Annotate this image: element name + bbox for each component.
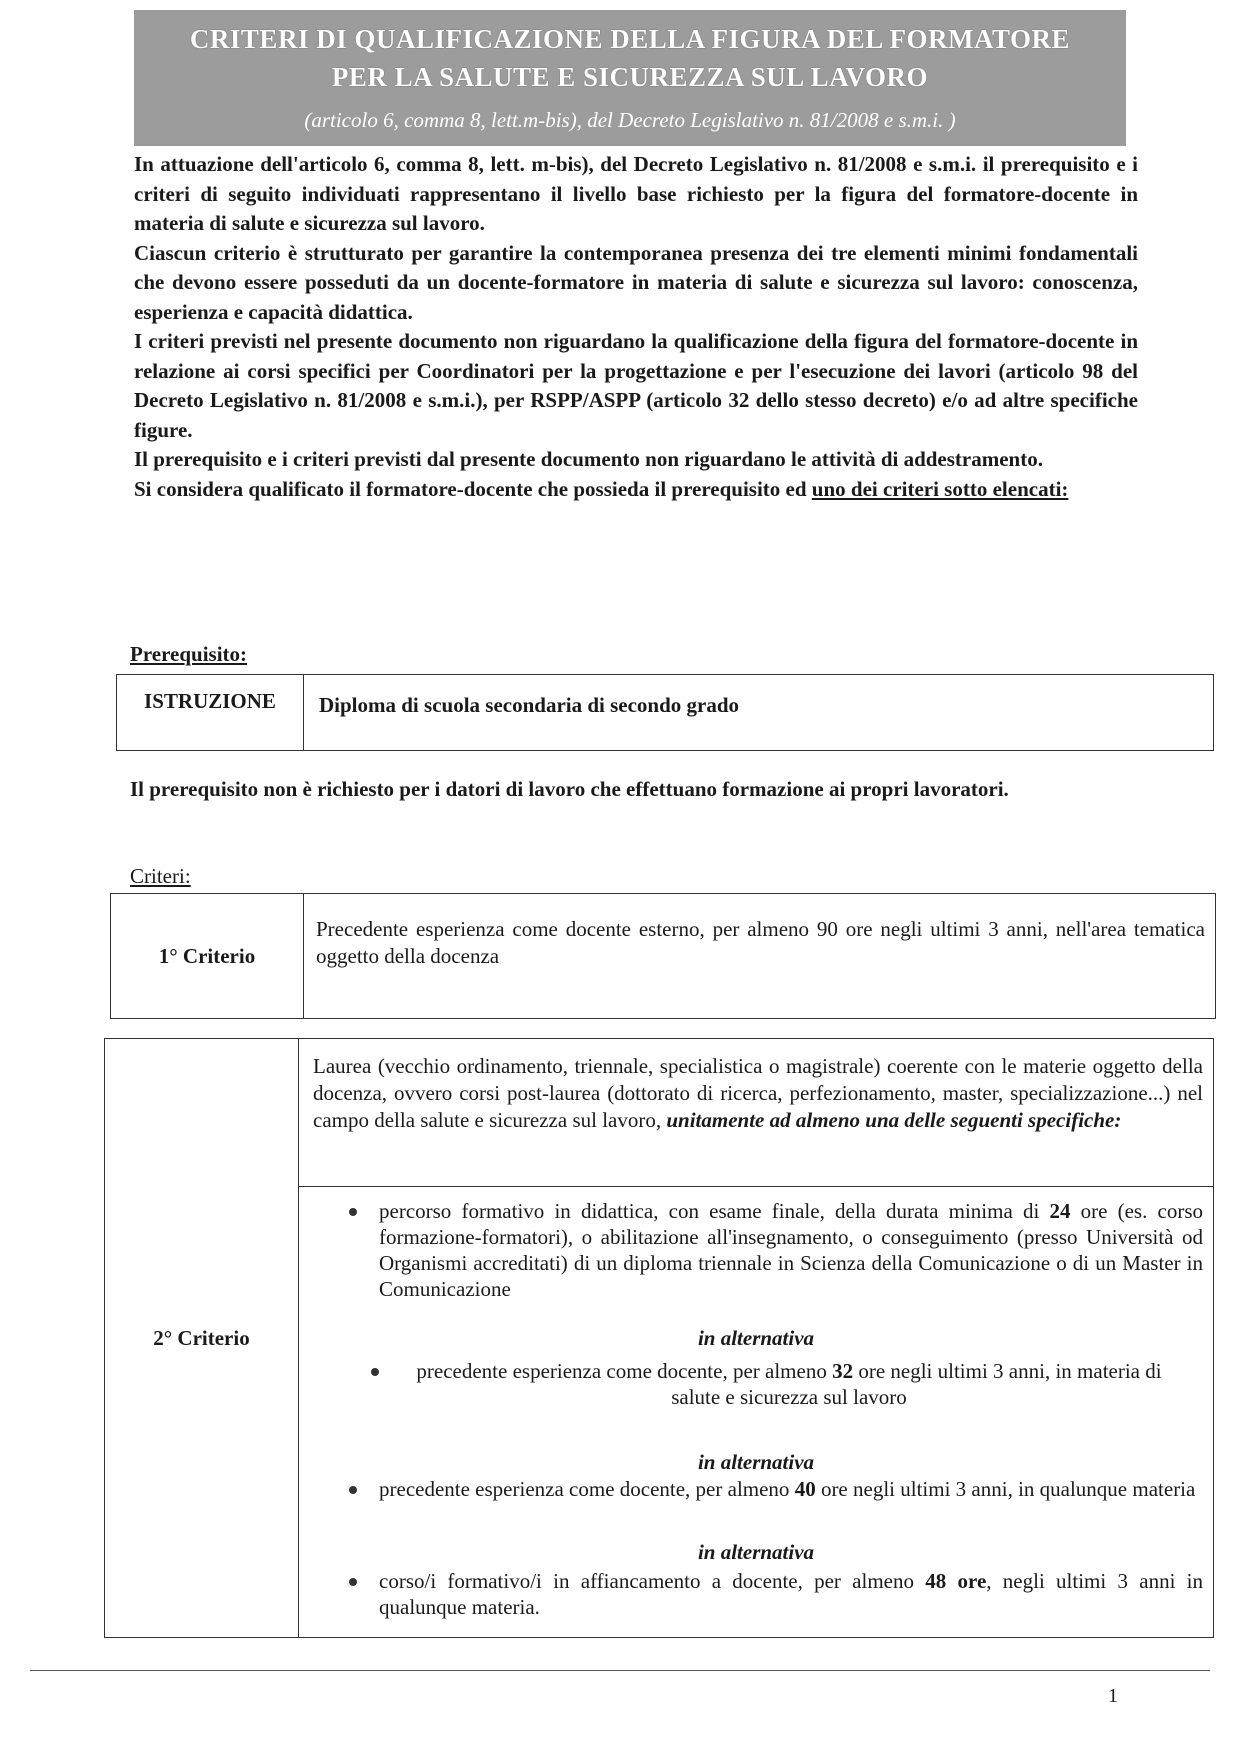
- bullet-icon: [349, 1486, 357, 1494]
- bullet-icon: [349, 1578, 357, 1586]
- criterion-2-option-3: precedente esperienza come docente, per almeno 40 ore negli ultimi 3 anni, in qualunque materia: [379, 1476, 1203, 1502]
- criterion-1-table: [110, 893, 1216, 1019]
- criterion-2-content: [299, 1039, 1213, 1637]
- prerequisite-table: [116, 674, 1214, 751]
- criterion-1-text: Precedente esperienza come docente esterno, per almeno 90 ore negli ultimi 3 anni, nell'area tematica oggetto della docenza: [316, 917, 1205, 968]
- intro-p5-underlined: uno dei criteri sotto elencati:: [811, 476, 1069, 501]
- criterion-1-name-cell: [111, 894, 304, 1018]
- alternative-label-3: in alternativa: [697, 1540, 815, 1564]
- document-header: [134, 10, 1126, 146]
- bullet-icon: [349, 1208, 357, 1216]
- prerequisite-value-cell: [305, 675, 1213, 750]
- criterion-2-options-cell: [299, 1188, 1213, 1637]
- page-number: 1: [1108, 1685, 1118, 1707]
- criteria-label: Criteri:: [130, 864, 191, 888]
- header-subtitle: (articolo 6, comma 8, lett.m-bis), del Decreto Legislativo n. 81/2008 e s.m.i. ): [304, 108, 956, 132]
- prerequisite-key: ISTRUZIONE: [144, 689, 276, 713]
- intro-paragraph-4: Il prerequisito e i criteri previsti dal presente documento non riguardano le attività di addestramento.: [134, 447, 1043, 471]
- criterion-2-option-4: corso/i formativo/i in affiancamento a docente, per almeno 48 ore, negli ultimi 3 anni in qualunque materia.: [379, 1568, 1203, 1620]
- criterion-1-text-cell: [304, 894, 1215, 1018]
- criterion-2-table: [104, 1038, 1214, 1638]
- alternative-label-2: in alternativa: [697, 1450, 815, 1474]
- prerequisite-label: Prerequisito:: [130, 642, 248, 666]
- intro-section: [134, 150, 1138, 504]
- criterion-1-name: 1° Criterio: [158, 943, 256, 968]
- criterion-2-main-text: Laurea (vecchio ordinamento, triennale, specialistica o magistrale) coerente con le materie oggetto della docenza, ovvero corsi post-laurea (dottorato di ricerca, perfezionamento, master, specializzazione...) nel campo della salute e sicurezza sul lavoro, unitamente ad almeno una delle seguenti specifiche:: [313, 1054, 1203, 1132]
- intro-paragraph-3: I criteri previsti nel presente documento non riguardano la qualificazione della figura del formatore-docente in relazione ai corsi specifici per Coordinatori per la progettazione e per l'esecuzione dei lavori (articolo 98 del Decreto Legislativo n. 81/2008 e s.m.i.), per RSPP/ASPP (articolo 32 dello stesso decreto) e/o ad altre specifiche figure.: [134, 329, 1138, 442]
- prerequisite-note: Il prerequisito non è richiesto per i datori di lavoro che effettuano formazione ai propri lavoratori.: [130, 777, 1009, 801]
- criterion-2-main-emph: unitamente ad almeno una delle seguenti specifiche:: [666, 1108, 1122, 1132]
- intro-p5-text: Si considera qualificato il formatore-docente che possieda il prerequisito ed: [134, 476, 807, 501]
- criterion-2-name: 2° Criterio: [153, 1325, 250, 1350]
- intro-paragraph-1: In attuazione dell'articolo 6, comma 8, lett. m-bis), del Decreto Legislativo n. 81/2008 e s.m.i. il prerequisito e i criteri di seguito individuati rappresentano il livello base richiesto per la figura del formatore-docente in materia di salute e sicurezza sul lavoro.: [134, 152, 1138, 235]
- bullet-icon: [371, 1368, 379, 1376]
- criterion-2-main-cell: [299, 1039, 1213, 1187]
- prerequisite-value: Diploma di scuola secondaria di secondo grado: [319, 693, 740, 717]
- criterion-2-name-cell: [105, 1039, 299, 1637]
- criterion-2-option-2: precedente esperienza come docente, per almeno 32 ore negli ultimi 3 anni, in materia di salute e sicurezza sul lavoro: [395, 1358, 1183, 1410]
- intro-paragraph-2: Ciascun criterio è strutturato per garantire la contemporanea presenza dei tre elementi minimi fondamentali che devono essere posseduti da un docente-formatore in materia di salute e sicurezza sul lavoro: conoscenza, esperienza e capacità didattica.: [134, 240, 1138, 324]
- header-title-line2: PER LA SALUTE E SICUREZZA SUL LAVORO: [331, 62, 929, 92]
- criterion-2-option-1: percorso formativo in didattica, con esame finale, della durata minima di 24 ore (es. corso formazione-formatori), o abilitazione all'insegnamento, o conseguimento (presso Università od Organismi accreditati) di un diploma triennale in Scienza della Comunicazione o di un Master in Comunicazione: [379, 1198, 1203, 1302]
- header-title-line1: CRITERI DI QUALIFICAZIONE DELLA FIGURA DEL FORMATORE: [189, 24, 1071, 54]
- alternative-label-1: in alternativa: [697, 1326, 815, 1350]
- footer-rule: [30, 1670, 1210, 1671]
- prerequisite-key-cell: [117, 675, 304, 750]
- intro-paragraph-5: [134, 475, 1138, 505]
